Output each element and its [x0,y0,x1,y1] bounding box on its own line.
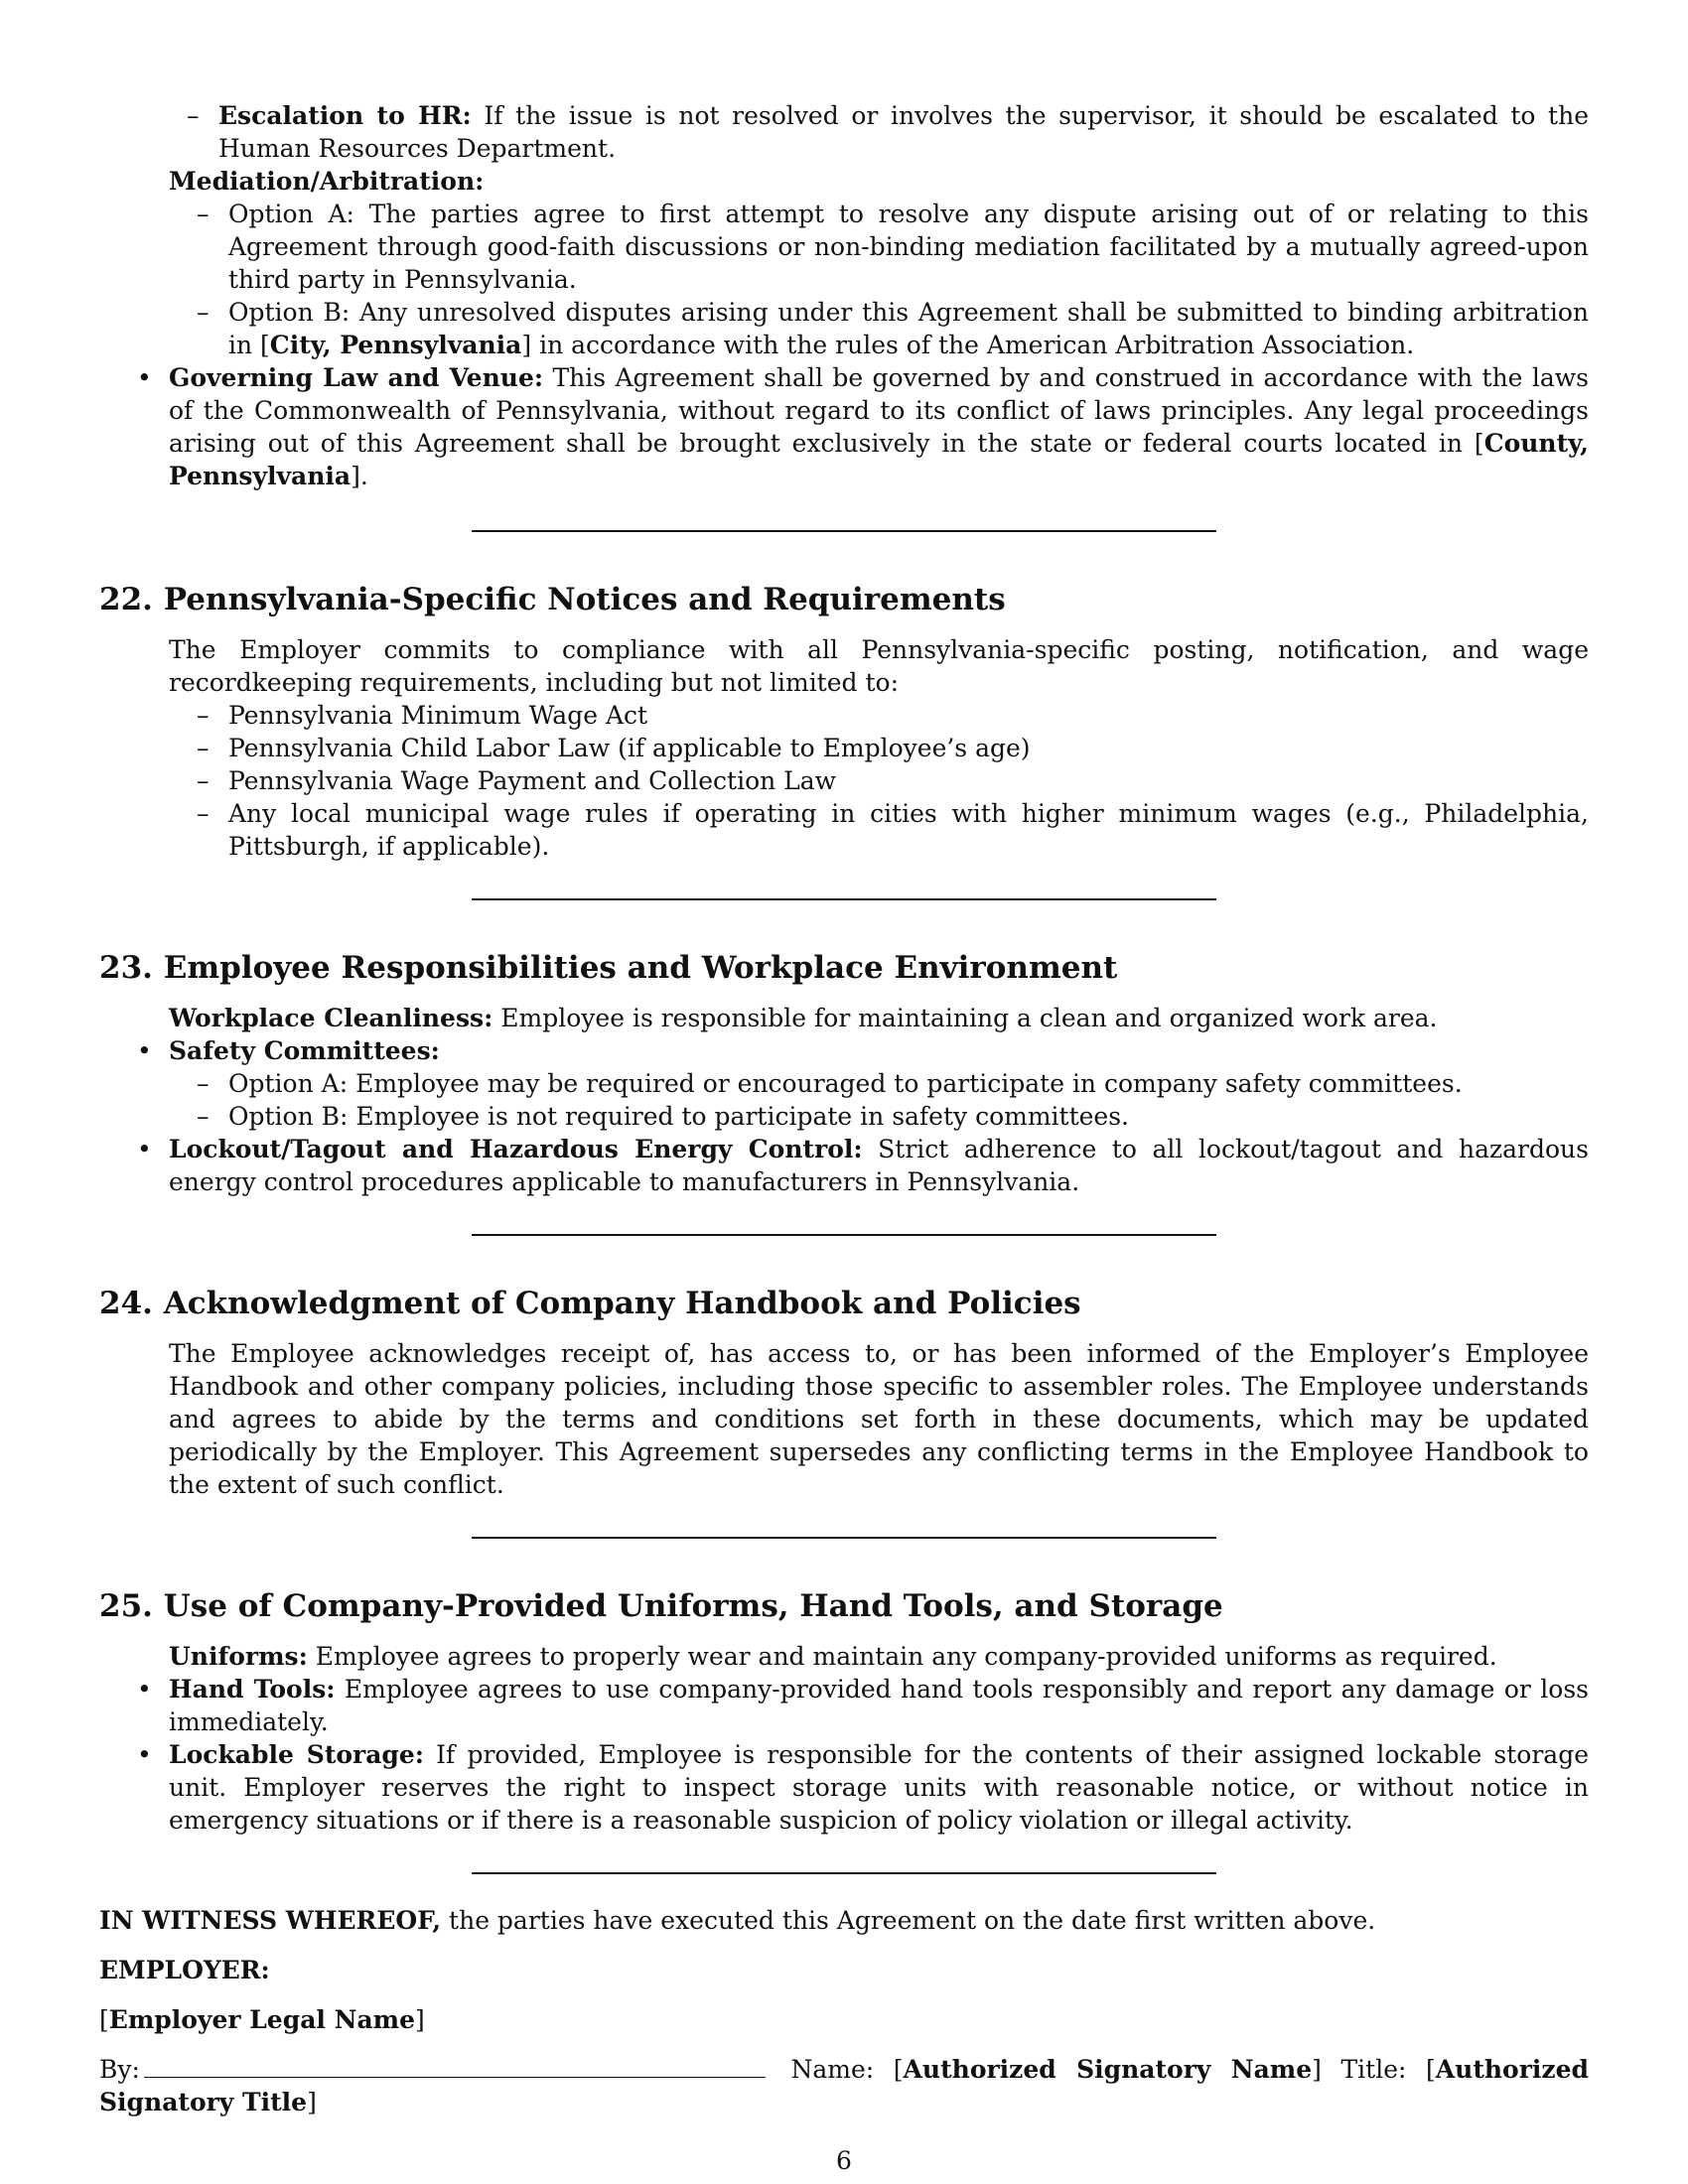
page-number: 6 [836,2146,852,2175]
section-divider [472,1234,1216,1236]
escalation-hr-item [159,99,1589,165]
mediation-label: Mediation/Arbitration: [169,167,485,196]
mediation-option-a: – Option A: The parties agree to first attempt to resolve any dispute arising out of or relating to this Agreement through good-faith discussions or non-binding mediation facilitated by a mutually agreed-upon third party in Pennsylvania. [169,198,1589,296]
governing-law-text: This Agreement shall be governed by and construed in accordance with the laws of the Commonwealth of Pennsylvania, without regard to its conflict of laws principles. Any legal proceedings arising out of this Agreement shall be brought exclusively in the state or federal courts located in [ [169,363,1590,458]
title-label: ] Title: [ [1312,2055,1436,2084]
section-22-intro-item [99,633,1589,863]
document-page [99,99,1589,2135]
lockout-label: Lockout/Tagout and Hazardous Energy Control: [169,1135,863,1163]
safety-committees-item [99,1034,1589,1133]
hand-tools-item [99,1673,1589,1738]
uniforms-text: Employee agrees to properly wear and maintain any company-provided uniforms as required. [307,1642,1497,1671]
list-item: – Pennsylvania Child Labor Law (if applicable to Employee’s age) [169,732,1589,764]
safety-committees-label: Safety Committees: [169,1036,440,1065]
dispute-list [99,165,1589,492]
section-22-title: 22. Pennsylvania-Specific Notices and Requirements [99,582,1006,617]
storage-label: Lockable Storage: [169,1740,425,1769]
uniforms-label: Uniforms: [169,1642,308,1671]
safety-option-a: – Option A: Employee may be required or encouraged to participate in company safety committees. [169,1067,1589,1100]
section-23 [99,948,1589,1198]
escalation-hr-text: If the issue is not resolved or involves the supervisor, it should be escalated to the Human Resources Department. [218,101,1589,163]
storage-text: If provided, Employee is responsible for the contents of their assigned lockable storage unit. Employer reserves the right to inspect storage units with reasonable notice, or without notice in emergency situations or if there is a reasonable suspicion of policy violation or illegal activity. [169,1740,1589,1835]
section-22-intro: The Employer commits to compliance with all Pennsylvania-specific posting, notification, and wage recordkeeping requirements, including but not limited to: [169,635,1589,697]
list-item: – Pennsylvania Wage Payment and Collection Law [169,764,1589,797]
signatory-name-placeholder: Authorized Signatory Name [903,2055,1313,2084]
section-23-title: 23. Employee Responsibilities and Workplace Environment [99,950,1118,986]
mediation-option-b [169,296,1589,361]
employer-legal-name [99,2003,1589,2036]
by-label: By: [99,2055,140,2084]
dispute-resolution-list [99,99,1589,165]
bracket-open: [ [99,2005,109,2034]
cleanliness-label: Workplace Cleanliness: [169,1004,493,1032]
name-label: Name: [ [771,2055,904,2084]
signatory-line [99,2053,1589,2118]
list-item: – Pennsylvania Minimum Wage Act [169,699,1589,732]
list-item [99,99,1589,165]
option-b-text: Option B: Any unresolved disputes arising under this Agreement shall be submitted to binding arbitration in [ [228,298,1589,359]
section-24 [99,1284,1589,1501]
section-24-title: 24. Acknowledgment of Company Handbook and Policies [99,1286,1081,1321]
employer-legal-name-placeholder: Employer Legal Name [108,2005,416,2034]
lockout-text: Strict adherence to all lockout/tagout and hazardous energy control procedures applicable to manufacturers in Pennsylvania. [169,1135,1589,1196]
list-item: – Any local municipal wage rules if operating in cities with higher minimum wages (e.g., Philadelphia, Pittsburgh, if applicable). [169,797,1589,863]
storage-item [99,1738,1589,1837]
signature-line[interactable] [144,2053,766,2078]
section-divider [472,1872,1216,1874]
cleanliness-text: Employee is responsible for maintaining a clean and organized work area. [492,1004,1438,1032]
witness-statement [99,1904,1589,1937]
venue-county: County, Pennsylvania [169,429,1589,490]
option-b-end: ] in accordance with the rules of the American Arbitration Association. [521,331,1415,359]
signature-block [99,1904,1589,2118]
safety-option-b: – Option B: Employee is not required to participate in safety committees. [169,1100,1589,1133]
section-divider [472,530,1216,532]
witness-lead: IN WITNESS WHEREOF, [99,1906,442,1935]
section-25-title: 25. Use of Company-Provided Uniforms, Hand Tools, and Storage [99,1588,1223,1624]
governing-law-end: ]. [351,462,368,490]
title-close: ] [307,2088,317,2116]
hand-tools-label: Hand Tools: [169,1675,336,1704]
uniforms-item [99,1640,1589,1673]
mediation-item [99,165,1589,361]
escalation-hr-label: Escalation to HR: [218,101,472,130]
section-25 [99,1586,1589,1837]
lockout-item [99,1133,1589,1198]
governing-law-item [99,361,1589,492]
cleanliness-item [99,1002,1589,1034]
handbook-item: The Employee acknowledges receipt of, has access to, or has been informed of the Employer’s Employee Handbook and other company policies, including those specific to assembler roles. The Employee understands and agrees to abide by the terms and conditions set forth in these documents, which may be updated periodically by the Employer. This Agreement supersedes any conflicting terms in the Employee Handbook to the extent of such conflict. [169,1339,1589,1499]
section-22 [99,580,1589,863]
bracket-close: ] [415,2005,425,2034]
hand-tools-text: Employee agrees to use company-provided hand tools responsibly and report any damage or loss immediately. [169,1675,1589,1736]
signatory-title-placeholder: Authorized Signatory Title [99,2055,1589,2116]
section-divider [472,1537,1216,1539]
employer-heading [99,1954,1589,1986]
section-divider [472,898,1216,900]
governing-law-label: Governing Law and Venue: [169,363,544,392]
witness-text: the parties have executed this Agreement on the date first written above. [441,1906,1376,1935]
arbitration-city: City, Pennsylvania [269,331,522,359]
employer-label: EMPLOYER: [99,1956,270,1984]
